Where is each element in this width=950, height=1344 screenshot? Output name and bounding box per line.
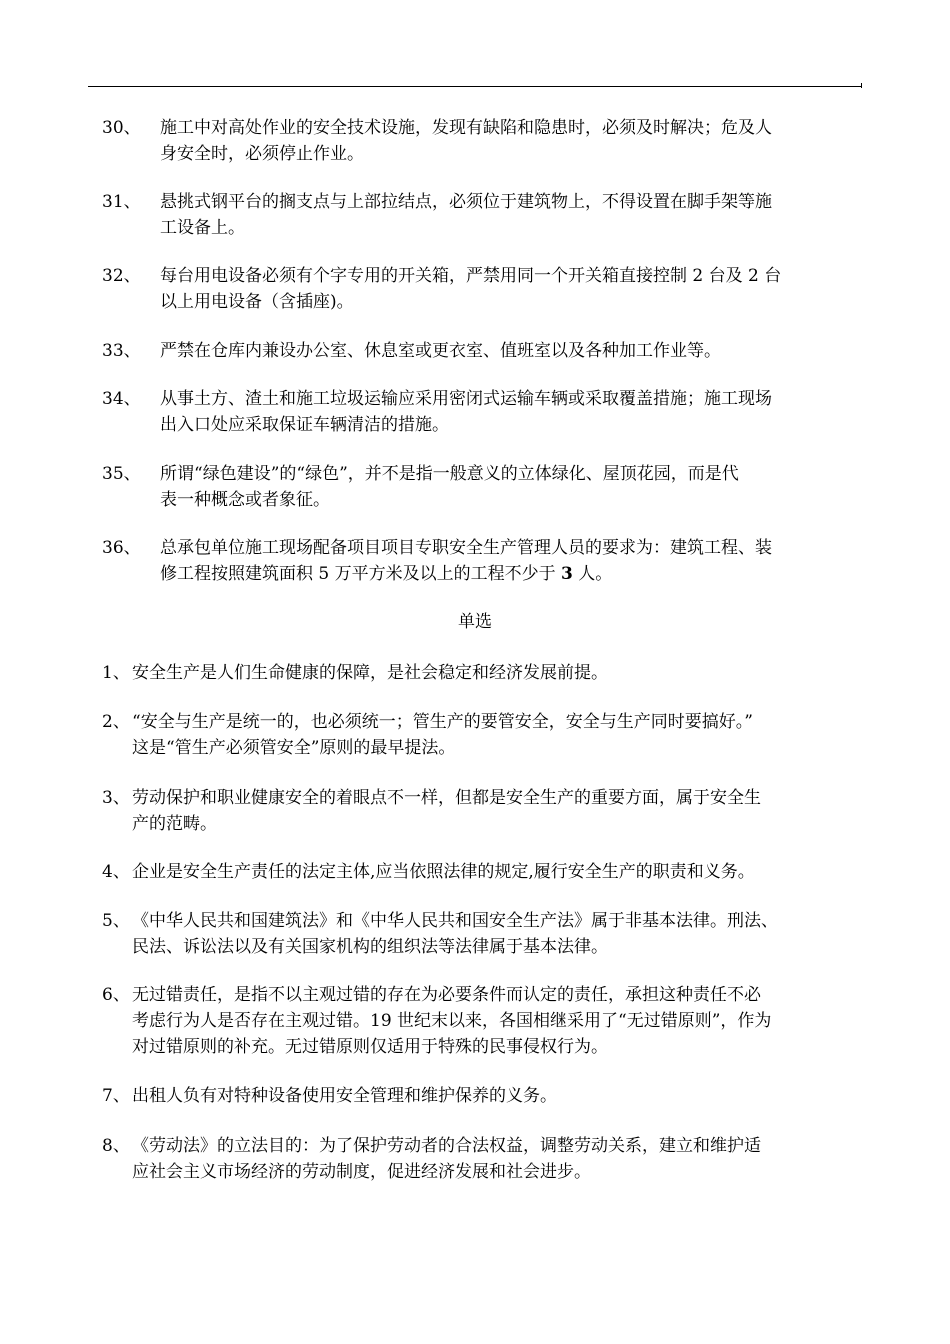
item-text: “安全与生产是统一的，也必须统一；管生产的要管安全，安全与生产同时要搞好。” 这是“管生产必须管安全”原则的最早提法。 <box>132 712 753 758</box>
section-heading: 单选 <box>458 612 492 632</box>
item-number: 34、 <box>102 389 141 409</box>
item-number: 7、 <box>102 1086 130 1106</box>
item-number: 35、 <box>102 464 141 484</box>
item-text: 《劳动法》的立法目的：为了保护劳动者的合法权益，调整劳动关系，建立和维护适 应社会主义市场经济的劳动制度，促进经济发展和社会进步。 <box>132 1136 761 1182</box>
item-text: 无过错责任，是指不以主观过错的存在为必要条件而认定的责任，承担这种责任不必 考虑行为人是否存在主观过错。19 世纪末以来，各国相继采用了“无过错原则”，作为 对过错原则的补充。无过错原则仅适用于特殊的民事侵权行为。 <box>132 985 772 1057</box>
item-text: 所谓“绿色建设”的“绿色”，并不是指一般意义的立体绿化、屋顶花园，而是代 表一种概念或者象征。 <box>160 464 739 510</box>
item-number: 2、 <box>102 712 130 732</box>
item-text: 劳动保护和职业健康安全的着眼点不一样，但都是安全生产的重要方面，属于安全生 产的范畴。 <box>132 788 761 834</box>
item-number: 8、 <box>102 1136 130 1156</box>
item-number: 5、 <box>102 911 130 931</box>
item-number: 36、 <box>102 538 141 558</box>
item-number: 6、 <box>102 985 130 1005</box>
item-text: 《中华人民共和国建筑法》和《中华人民共和国安全生产法》属于非基本法律。刑法、 民法、诉讼法以及有关国家机构的组织法等法律属于基本法律。 <box>132 911 778 957</box>
item-text: 悬挑式钢平台的搁支点与上部拉结点，必须位于建筑物上，不得设置在脚手架等施 工设备上。 <box>160 192 772 238</box>
item-text: 出租人负有对特种设备使用安全管理和维护保养的义务。 <box>132 1086 557 1106</box>
item-text: 每台用电设备必须有个字专用的开关箱，严禁用同一个开关箱直接控制 2 台及 2 台 以上用电设备（含插座)。 <box>160 266 782 312</box>
item-text: 施工中对高处作业的安全技术设施，发现有缺陷和隐患时，必须及时解决；危及人 身安全时，必须停止作业。 <box>160 118 772 164</box>
item-number: 31、 <box>102 192 141 212</box>
item-text: 从事土方、渣土和施工垃圾运输应采用密闭式运输车辆或采取覆盖措施；施工现场 出入口处应采取保证车辆清洁的措施。 <box>160 389 772 435</box>
item-text: 严禁在仓库内兼设办公室、休息室或更衣室、值班室以及各种加工作业等。 <box>160 341 721 361</box>
item-text: 企业是安全生产责任的法定主体,应当依照法律的规定,履行安全生产的职责和义务。 <box>132 862 755 882</box>
item-text: 安全生产是人们生命健康的保障，是社会稳定和经济发展前提。 <box>132 663 608 683</box>
item-number: 1、 <box>102 663 130 683</box>
item-text: 总承包单位施工现场配备项目项目专职安全生产管理人员的要求为：建筑工程、装 修工程按照建筑面积 5 万平方米及以上的工程不少于 3 人。 <box>160 538 772 584</box>
item-number: 30、 <box>102 118 141 138</box>
item-number: 33、 <box>102 341 141 361</box>
header-rule <box>88 86 862 87</box>
header-rule-tick <box>861 83 862 88</box>
item-number: 4、 <box>102 862 130 882</box>
item-number: 32、 <box>102 266 141 286</box>
item-number: 3、 <box>102 788 130 808</box>
